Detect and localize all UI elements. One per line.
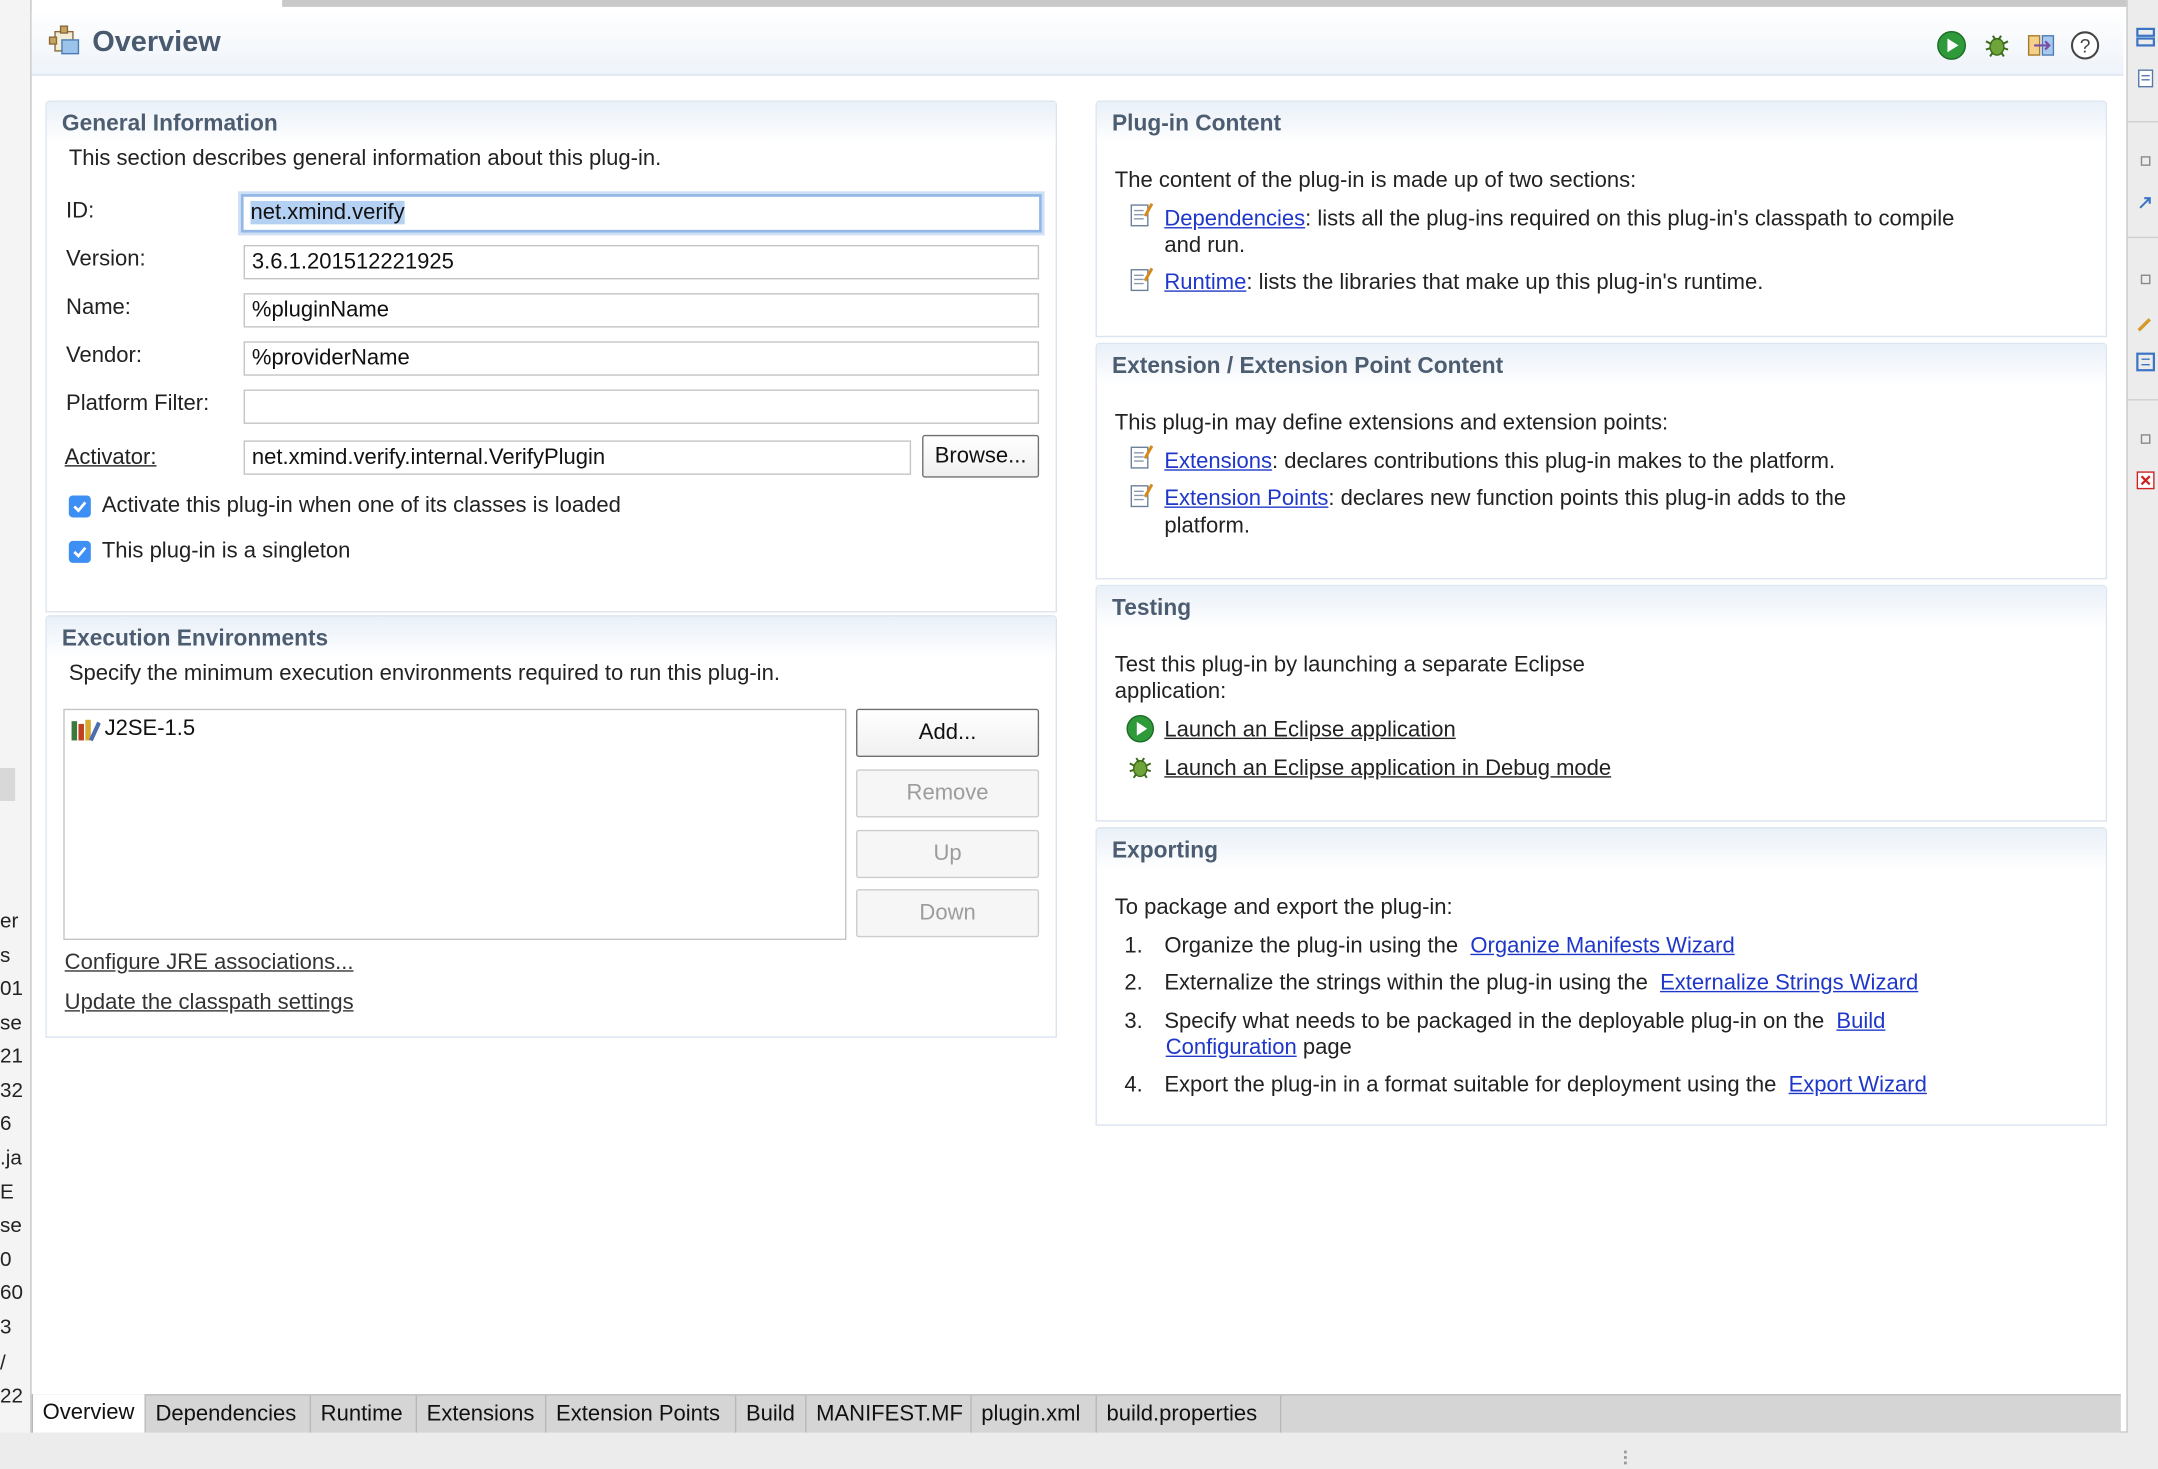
left-fragment: 3 bbox=[0, 1315, 12, 1340]
tab-plugin-xml[interactable]: plugin.xml bbox=[972, 1396, 1097, 1433]
help-icon bbox=[2070, 30, 2100, 60]
export-step-text: Externalize the strings within the plug-in using the bbox=[1164, 971, 1648, 996]
section-heading: General Information bbox=[47, 102, 1056, 143]
tab-extensions[interactable]: Extensions bbox=[417, 1396, 546, 1433]
trim-divider bbox=[2128, 237, 2158, 238]
left-fragment: 22 bbox=[0, 1384, 23, 1408]
run-green-icon bbox=[1936, 30, 1966, 60]
page-icon[interactable] bbox=[2136, 69, 2155, 88]
runtime-link[interactable]: Runtime bbox=[1164, 271, 1247, 295]
left-fragment: se bbox=[0, 1213, 22, 1238]
resize-grip-icon[interactable] bbox=[1624, 1451, 1627, 1454]
down-button[interactable]: Down bbox=[856, 889, 1039, 937]
launch-debug-link[interactable]: Launch an Eclipse application in Debug mode bbox=[1164, 756, 1612, 781]
execution-description: Specify the minimum execution environments required to run this plug-in. bbox=[68, 661, 780, 686]
extension-points-row bbox=[1164, 487, 1846, 512]
tab-runtime[interactable]: Runtime bbox=[311, 1396, 417, 1433]
id-field[interactable] bbox=[241, 194, 1042, 233]
configure-jre-link[interactable]: Configure JRE associations... bbox=[64, 951, 354, 975]
debug-bug-icon bbox=[1982, 30, 2012, 60]
version-label: Version: bbox=[66, 247, 146, 272]
activator-link[interactable]: Activator: bbox=[64, 445, 157, 470]
arrow-icon[interactable] bbox=[2136, 193, 2155, 212]
right-trim-toolbar bbox=[2126, 0, 2158, 1468]
export-step bbox=[1164, 972, 1918, 997]
runtime-row bbox=[1164, 271, 1763, 296]
up-button[interactable]: Up bbox=[856, 830, 1039, 878]
activate-checkbox[interactable] bbox=[69, 495, 91, 517]
vendor-field[interactable]: %providerName bbox=[244, 341, 1039, 375]
activator-field[interactable]: net.xmind.verify.internal.VerifyPlugin bbox=[244, 440, 911, 474]
export-step-after: page bbox=[1302, 1036, 1352, 1060]
section-heading: Testing bbox=[1097, 586, 2106, 627]
left-view-strip bbox=[0, 0, 32, 1468]
trim-divider bbox=[2128, 399, 2158, 400]
testing-section bbox=[1096, 585, 2108, 822]
externalize-strings-link[interactable]: Externalize Strings Wizard bbox=[1660, 971, 1919, 996]
step-number: 4. bbox=[1124, 1073, 1143, 1097]
exporting-description: To package and export the plug-in: bbox=[1114, 895, 1453, 920]
debug-bug-icon bbox=[1126, 753, 1155, 782]
section-heading: Extension / Extension Point Content bbox=[1097, 344, 2106, 385]
tab-build[interactable]: Build bbox=[736, 1396, 806, 1433]
build-configuration-link[interactable]: Build bbox=[1836, 1010, 1886, 1034]
step-number: 3. bbox=[1124, 1010, 1143, 1034]
testing-description-line1: Test this plug-in by launching a separate Eclipse bbox=[1114, 653, 1585, 678]
page-edit-icon bbox=[1130, 483, 1153, 508]
svg-text:?: ? bbox=[2079, 36, 2091, 58]
export-step bbox=[1164, 1010, 1885, 1035]
page-edit-icon bbox=[1130, 267, 1153, 292]
dependencies-row bbox=[1164, 208, 1954, 233]
left-fragment: E bbox=[0, 1180, 14, 1205]
extension-points-link[interactable]: Extension Points bbox=[1164, 487, 1329, 511]
extensions-link[interactable]: Extensions bbox=[1164, 450, 1273, 474]
environment-list[interactable] bbox=[63, 709, 846, 940]
debug-button[interactable] bbox=[1980, 29, 2013, 62]
small-view-icon[interactable] bbox=[2136, 270, 2155, 289]
environment-label: J2SE-1.5 bbox=[104, 717, 196, 741]
organize-manifests-link[interactable]: Organize Manifests Wizard bbox=[1470, 934, 1735, 958]
plugin-overview-icon bbox=[48, 23, 81, 59]
dependencies-text: : lists all the plug-ins required on this plug-in's classpath to compile bbox=[1305, 207, 1955, 232]
content-description: The content of the plug-in is made up of two sections: bbox=[1114, 169, 1637, 193]
page-edit-icon bbox=[1130, 445, 1153, 470]
tab-build-properties[interactable]: build.properties bbox=[1097, 1396, 1281, 1433]
tab-extension-points[interactable]: Extension Points bbox=[546, 1396, 736, 1433]
export-step bbox=[1164, 934, 1734, 959]
export-button[interactable] bbox=[2025, 29, 2058, 62]
left-fragment: 60 bbox=[0, 1281, 23, 1305]
remove-button[interactable]: Remove bbox=[856, 769, 1039, 817]
version-field[interactable]: 3.6.1.201512221925 bbox=[244, 245, 1039, 279]
page-edit-icon bbox=[1130, 202, 1153, 227]
step-number: 2. bbox=[1124, 971, 1143, 996]
name-field[interactable]: %pluginName bbox=[244, 293, 1039, 327]
page-title: Overview bbox=[92, 26, 221, 58]
dependencies-link[interactable]: Dependencies bbox=[1164, 207, 1306, 232]
section-heading: Execution Environments bbox=[47, 617, 1056, 658]
left-selection-band bbox=[0, 768, 15, 801]
update-classpath-link[interactable]: Update the classpath settings bbox=[64, 990, 354, 1015]
name-label: Name: bbox=[66, 295, 131, 320]
browse-button[interactable]: Browse... bbox=[922, 435, 1039, 478]
id-label: ID: bbox=[66, 199, 95, 223]
trim-divider bbox=[2128, 121, 2158, 122]
left-fragment: 32 bbox=[0, 1079, 23, 1103]
platform-filter-label: Platform Filter: bbox=[66, 392, 210, 416]
launch-application-link[interactable]: Launch an Eclipse application bbox=[1164, 718, 1456, 742]
general-description: This section describes general information about this plug-in. bbox=[68, 147, 662, 171]
small-view-icon[interactable] bbox=[2136, 151, 2155, 170]
extensions-text: : declares contributions this plug-in makes to the platform. bbox=[1272, 450, 1836, 474]
tab-dependencies[interactable]: Dependencies bbox=[146, 1396, 311, 1433]
dependencies-text-cont: and run. bbox=[1164, 233, 1246, 258]
layout-icon[interactable] bbox=[2136, 28, 2155, 47]
left-fragment: 21 bbox=[0, 1044, 23, 1068]
checkmark-icon bbox=[72, 544, 89, 561]
platform-filter-field[interactable] bbox=[244, 389, 1039, 423]
export-step-text: Export the plug-in in a format suitable for deployment using the bbox=[1164, 1073, 1777, 1097]
extension-points-text-cont: platform. bbox=[1164, 514, 1251, 539]
extension-description: This plug-in may define extensions and extension points: bbox=[1114, 411, 1669, 435]
small-view-icon[interactable] bbox=[2136, 429, 2155, 448]
help-button[interactable] bbox=[2069, 29, 2102, 62]
left-fragment: se bbox=[0, 1011, 22, 1035]
export-step-text: Organize the plug-in using the bbox=[1164, 934, 1459, 958]
export-step-cont bbox=[1166, 1036, 1352, 1061]
export-wizard-link[interactable]: Export Wizard bbox=[1788, 1073, 1927, 1097]
export-icon bbox=[2026, 30, 2056, 60]
run-green-icon bbox=[1126, 714, 1155, 743]
singleton-checkbox[interactable] bbox=[69, 541, 91, 563]
form-header bbox=[32, 11, 2124, 76]
left-fragment: er bbox=[0, 909, 19, 934]
editor-page-tabs bbox=[32, 1394, 2121, 1433]
id-field-value: net.xmind.verify bbox=[250, 200, 405, 225]
tab-manifest-mf[interactable]: MANIFEST.MF bbox=[807, 1396, 972, 1433]
left-fragment: 0 bbox=[0, 1248, 12, 1272]
testing-description-line2: application: bbox=[1114, 679, 1227, 704]
problems-icon[interactable] bbox=[2136, 471, 2155, 490]
jre-library-icon bbox=[70, 717, 100, 742]
editor-top-border bbox=[282, 0, 2126, 7]
outline-icon[interactable] bbox=[2136, 352, 2155, 371]
run-button[interactable] bbox=[1935, 29, 1968, 62]
step-number: 1. bbox=[1124, 934, 1143, 958]
pencil-icon[interactable] bbox=[2136, 314, 2155, 333]
singleton-checkbox-label: This plug-in is a singleton bbox=[101, 539, 351, 563]
left-fragment: / bbox=[0, 1351, 6, 1375]
left-fragment: 6 bbox=[0, 1112, 12, 1136]
section-heading: Plug-in Content bbox=[1097, 102, 2106, 143]
export-step-text: Specify what needs to be packaged in the deployable plug-in on the bbox=[1164, 1010, 1825, 1034]
left-fragment: s bbox=[0, 944, 11, 968]
status-bar bbox=[0, 1433, 2158, 1469]
extensions-row bbox=[1164, 450, 1835, 475]
add-button[interactable]: Add... bbox=[856, 709, 1039, 757]
list-item[interactable] bbox=[70, 716, 195, 744]
runtime-text: : lists the libraries that make up this plug-in's runtime. bbox=[1246, 271, 1764, 295]
section-heading: Exporting bbox=[1097, 829, 2106, 870]
left-fragment: .ja bbox=[0, 1146, 22, 1170]
tab-overview[interactable]: Overview bbox=[32, 1394, 146, 1433]
extension-points-text: : declares new function points this plug-in adds to the bbox=[1328, 487, 1847, 511]
build-configuration-link-cont[interactable]: Configuration bbox=[1165, 1036, 1297, 1060]
left-fragment: 01 bbox=[0, 977, 23, 1001]
export-step bbox=[1164, 1073, 1927, 1098]
checkmark-icon bbox=[72, 498, 89, 515]
vendor-label: Vendor: bbox=[66, 344, 142, 368]
activate-checkbox-label: Activate this plug-in when one of its classes is loaded bbox=[101, 494, 621, 518]
